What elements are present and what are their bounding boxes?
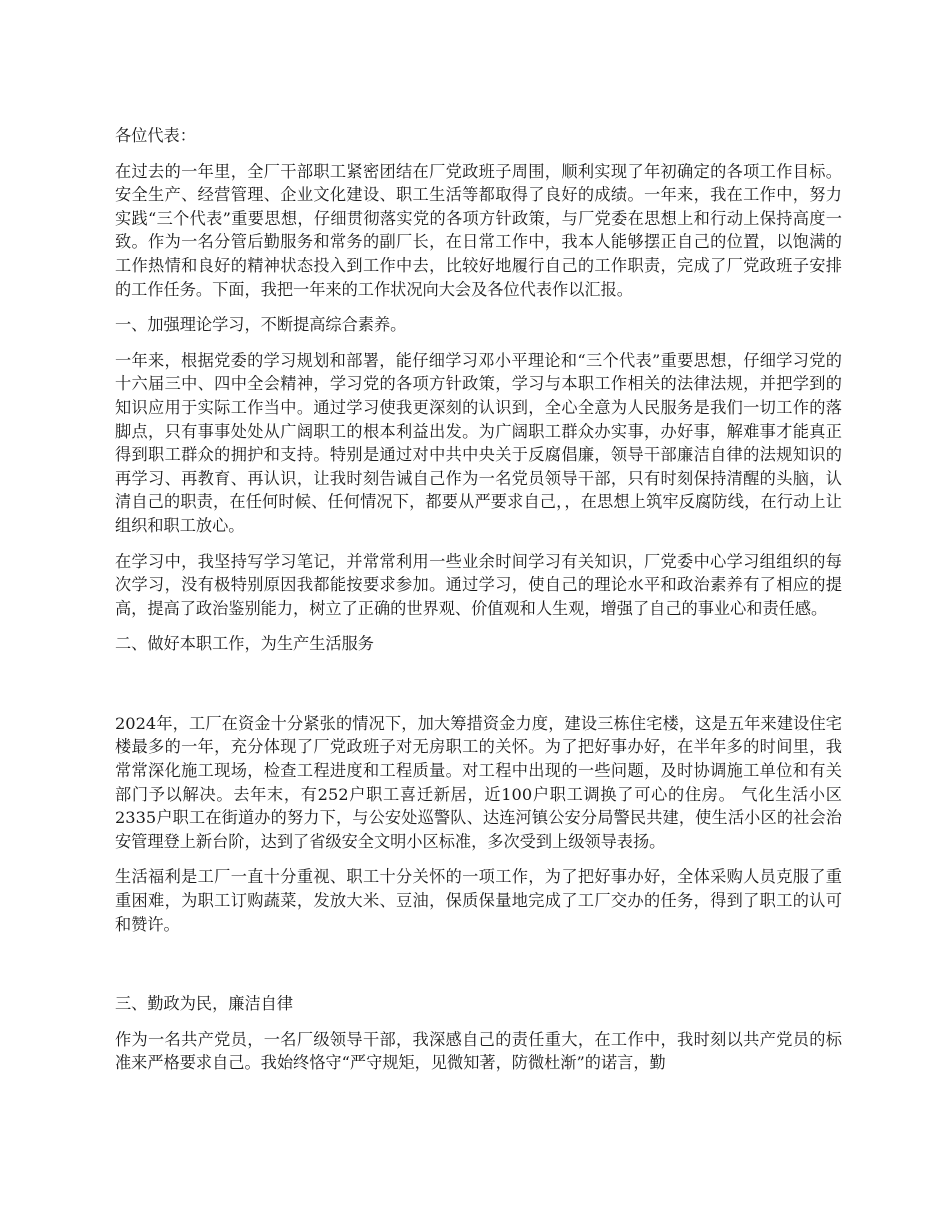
salutation: 各位代表： [115, 126, 196, 145]
section-heading-1: 一、加强理论学习，不断提高综合素养。 [115, 315, 407, 335]
body-paragraph: 在学习中，我坚持写学习笔记，并常常利用一些业余时间学习有关知识，厂党委中心学习组组织的每次学习，没有极特别原因我都能按要求参加。通过学习，使自己的理论水平和政治素养有了相应的提高，提高了政治鉴别能力，树立了正确的世界观、价值观和人生观，增强了自己的事业心和责任感。 [115, 551, 842, 618]
section-heading-3: 三、勤政为民，廉洁自律 [115, 994, 294, 1014]
intro-paragraph: 在过去的一年里，全厂干部职工紧密团结在厂党政班子周围，顺利实现了年初确定的各项工作目标。安全生产、经营管理、企业文化建设、职工生活等都取得了良好的成绩。一年来，我在工作中，努力实践“三个代表”重要思想，仔细贯彻落实党的各项方针政策，与厂党委在思想上和行动上保持高度一致。作为一名分管后勤服务和常务的副厂长，在日常工作中，我本人能够摆正自己的位置，以饱满的工作热情和良好的精神状态投入到工作中去，比较好地履行自己的工作职责，完成了厂党政班子安排的工作任务。下面，我把一年来的工作状况向大会及各位代表作以汇报。 [115, 161, 842, 299]
body-paragraph: 生活福利是工厂一直十分重视、职工十分关怀的一项工作，为了把好事办好，全体采购人员克服了重重困难，为职工订购蔬菜，发放大米、豆油，保质保量地完成了工厂交办的任务，得到了职工的认可和赞许。 [115, 867, 842, 934]
section-heading-2: 二、做好本职工作，为生产生活服务 [115, 634, 374, 654]
document-body [115, 124, 842, 1075]
body-paragraph: 2024年，工厂在资金十分紧张的情况下，加大筹措资金力度，建设三栋住宅楼，这是五年来建设住宅楼最多的一年，充分体现了厂党政班子对无房职工的关怀。为了把好事办好，在半年多的时间里，我常常深化施工现场，检查工程进度和工程质量。对工程中出现的一些问题，及时协调施工单位和有关部门予以解决。去年末，有252户职工喜迁新居，近100户职工调换了可心的住房。 气化生活小区2335户职工在街道办的努力下，与公安处巡警队、达连河镇公安分局警民共建，使生活小区的社会治安管理登上新台阶，达到了省级安全文明小区标准，多次受到上级领导表扬。 [115, 713, 842, 851]
body-paragraph: 一年来，根据党委的学习规划和部署，能仔细学习邓小平理论和“三个代表”重要思想，仔细学习党的十六届三中、四中全会精神，学习党的各项方针政策，学习与本职工作相关的法律法规，并把学到的知识应用于实际工作当中。通过学习使我更深刻的认识到，全心全意为人民服务是我们一切工作的落脚点，只有事事处处从广阔职工的根本利益出发。为广阔职工群众办实事，办好事，解难事才能真正得到职工群众的拥护和支持。特别是通过对中共中央关于反腐倡廉，领导干部廉洁自律的法规知识的再学习、再教育、再认识，让我时刻告诫自己作为一名党员领导干部，只有时刻保持清醒的头脑，认清自己的职责，在任何时候、任何情况下，都要从严要求自己，，在思想上筑牢反腐防线，在行动上让组织和职工放心。 [115, 350, 842, 535]
body-paragraph: 作为一名共产党员，一名厂级领导干部，我深感自己的责任重大，在工作中，我时刻以共产党员的标准来严格要求自己。我始终恪守“严守规矩，见微知著，防微杜渐”的诺言，勤 [115, 1029, 842, 1073]
